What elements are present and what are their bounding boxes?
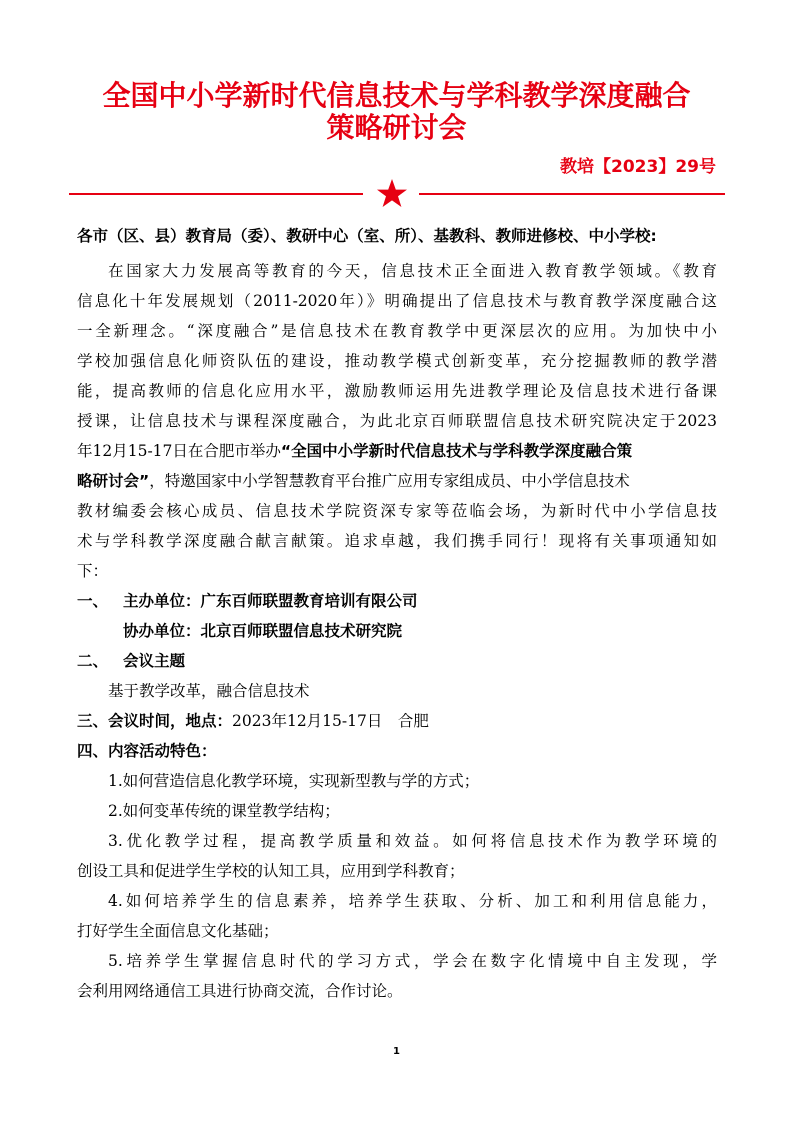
intro-line-2: 信息化十年发展规划（2011-2020年）》明确提出了信息技术与教育教学深度融合这 [77, 292, 717, 310]
addressee: 各市（区、县）教育局（委）、教研中心（室、所）、基教科、教师进修校、中小学校: [77, 227, 657, 245]
document-title-line2: 策略研讨会 [326, 111, 467, 144]
section-4-title: 四、内容活动特色： [77, 742, 217, 760]
section-3 [77, 710, 717, 733]
feature-item-4-line2: 打好学生全面信息文化基础； [77, 922, 279, 940]
feature-item-3-line1: 3.优化教学过程，提高教学质量和效益。如何将信息技术作为教学环境的 [108, 832, 717, 850]
intro-line-1: 在国家大力发展高等教育的今天，信息技术正全面进入教育教学领域。《教育 [108, 262, 717, 280]
intro-line-9: 教材编委会核心成员、信息技术学院资深专家等莅临会场，为新时代中小学信息技 [77, 502, 717, 520]
meeting-name-part1: “全国中小学新时代信息技术与学科教学深度融合策 [280, 442, 633, 460]
section-2-content: 基于教学改革，融合信息技术 [108, 682, 310, 700]
intro-line-4: 学校加强信息化师资队伍的建设，推动教学模式创新变革，充分挖掘教师的教学潜 [77, 352, 717, 370]
feature-item-3-line2: 创设工具和促进学生学校的认知工具，应用到学科教育； [77, 862, 465, 880]
red-star-icon [376, 178, 408, 210]
feature-item-5-line1: 5.培养学生掌握信息时代的学习方式，学会在数字化情境中自主发现，学 [108, 952, 717, 970]
section-3-value: 2023年12月15-17日 合肥 [232, 712, 429, 730]
intro-line-5: 能，提高教师的信息化应用水平，激励教师运用先进教学理论及信息技术进行备课 [77, 382, 717, 400]
intro-line-7 [77, 440, 717, 463]
page-number: 1 [393, 1046, 400, 1057]
section-2-label: 二、 [77, 652, 109, 670]
intro-line-7-start: 年12月15-17日在合肥市举办 [77, 442, 281, 460]
header-rule-right [419, 193, 725, 195]
section-1-cohost: 协办单位：北京百师联盟信息技术研究院 [123, 622, 403, 640]
document-title-line1: 全国中小学新时代信息技术与学科教学深度融合 [102, 79, 691, 112]
intro-line-8 [77, 470, 717, 493]
intro-line-8-rest: ，特邀国家中小学智慧教育平台推广应用专家组成员、中小学信息技术 [149, 472, 630, 490]
header-rule-left [69, 193, 363, 195]
meeting-name-part2: 略研讨会” [77, 472, 150, 490]
feature-item-1: 1.如何营造信息化教学环境，实现新型教与学的方式； [108, 772, 480, 790]
section-1-host: 主办单位：广东百师联盟教育培训有限公司 [123, 592, 418, 610]
intro-line-10: 术与学科教学深度融合献言献策。追求卓越，我们携手同行！现将有关事项通知如 [77, 532, 717, 550]
intro-line-3: 一全新理念。“深度融合”是信息技术在教育教学中更深层次的应用。为加快中小 [77, 322, 717, 340]
document-number: 教培【2023】29号 [560, 157, 716, 177]
feature-item-5-line2: 会利用网络通信工具进行协商交流，合作讨论。 [77, 982, 403, 1000]
feature-item-4-line1: 4.如何培养学生的信息素养，培养学生获取、分析、加工和利用信息能力， [108, 892, 717, 910]
intro-line-11: 下： [77, 562, 109, 580]
section-1-label: 一、 [77, 592, 109, 610]
section-2-title: 会议主题 [123, 652, 186, 670]
intro-line-6: 授课，让信息技术与课程深度融合，为此北京百师联盟信息技术研究院决定于2023 [77, 412, 717, 430]
section-3-title: 三、会议时间，地点： [77, 712, 233, 730]
feature-item-2: 2.如何变革传统的课堂教学结构； [108, 802, 340, 820]
